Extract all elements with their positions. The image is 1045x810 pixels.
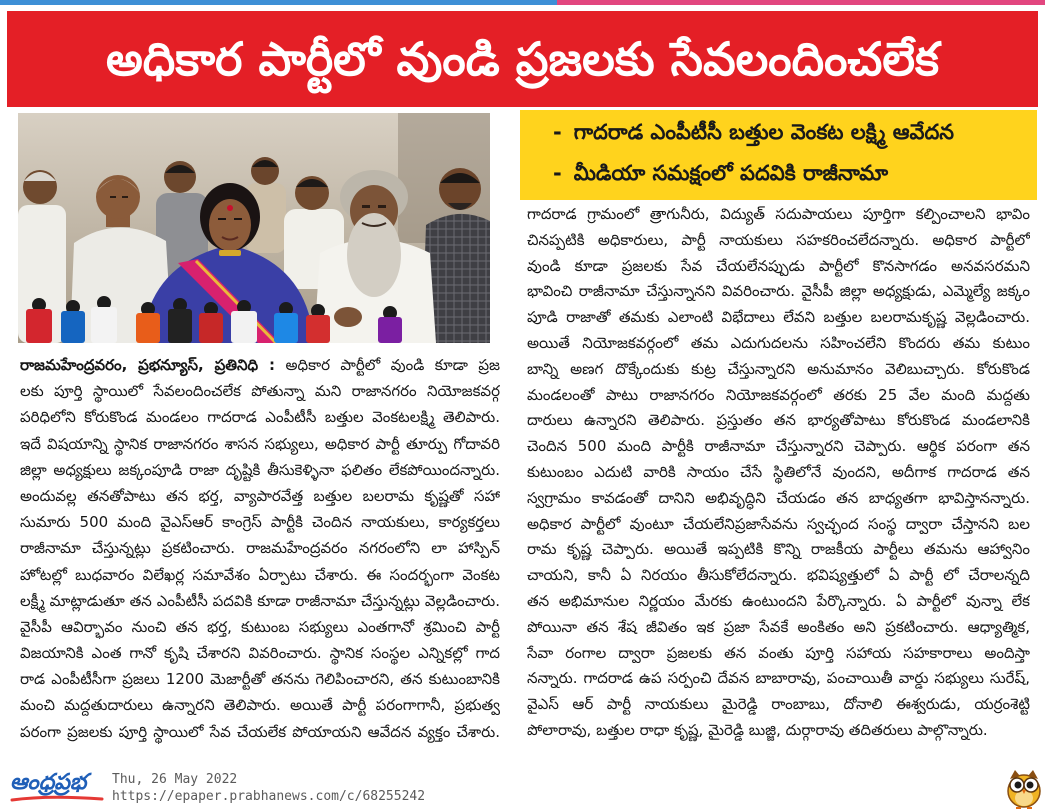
article-line: చాయని, కానీ ఏ నిరయం తీసుకోలేదన్నారు. భవిష్యత్తులో ఏ పార్టీ లో చేరాలన్నది xyxy=(527,566,1030,585)
article-line: పరంగా ప్రజలకు పూర్తి స్థాయిలో సేవ చేయలేక పోయాయని ఆవేదన వ్యక్తం చేశారు. xyxy=(20,722,500,741)
publication-date: Thu, 26 May 2022 xyxy=(112,772,238,787)
article-line: స్వగ్రామం కావడంతో దానిని అభివృద్ధిని చేయడం తన బాధ్యతగా భావిస్తానన్నారు. xyxy=(527,488,1030,507)
article-line: సుమారు 500 మంది వైఎస్ఆర్ కాంగ్రెస్ పార్టీకి చెందిన నాయకులు, కార్యకర్తలు xyxy=(20,513,500,532)
microphone xyxy=(26,309,52,343)
subhead-text: గాదరాడ ఎంపీటీసీ బత్తుల వెంకట లక్ష్మి ఆవేదన xyxy=(573,120,955,144)
microphone xyxy=(306,315,330,343)
owl-icon xyxy=(1006,768,1042,810)
logo-swoosh xyxy=(8,794,106,804)
article-line: చినప్పటికి అధికారులు, పార్టీ నాయకులు సహకరించలేదన్నారు. అధికార పార్టీలో xyxy=(527,230,1030,249)
article-line: దారులు ఉన్నారని తెలిపారు. ప్రస్తుతం తన భార్యతోపాటు కోరుకొండ మండలానికి xyxy=(527,411,1030,430)
microphone xyxy=(231,311,257,343)
article-line: వుండి కూడా ప్రజలకు సేవ చేయలేనప్పుడు పార్టీలో కొనసాగడం అనవసరమని xyxy=(527,256,1030,275)
article-line: పోయినా తన శేష జీవితం ఇక ప్రజా సేవకే అంకితం అని ప్రకటించారు. ఆధ్యాత్మిక, xyxy=(527,617,1030,636)
article-line: లకు పూర్తి స్థాయిలో సేవలందించలేక పోతున్నా మని రాజానగరం నియోజకవర్గ xyxy=(20,382,500,401)
microphone xyxy=(61,311,85,343)
article-line-text: అధికార పార్టీలో వుండి కూడా ప్రజ xyxy=(285,356,500,374)
press-conference-photo xyxy=(18,113,490,343)
article-line: పరిధిలోని కోరుకొండ మండలం గాదరాడ ఎంపీటీసీ బత్తుల వెంకటలక్ష్మి తెలిపారు. xyxy=(20,408,500,427)
subhead-text: మీడియా సమక్షంలో పదవికి రాజీనామా xyxy=(573,161,889,185)
microphone xyxy=(136,313,160,343)
article-line: రామ కృష్ణ చెప్పారు. అయితే ఇప్పటికి కొన్ని రాజకీయ పార్టీలు తమను ఆహ్వానిం xyxy=(527,540,1030,559)
article-line: ఇదే విషయాన్ని స్థానిక రాజానగరం శాసన సభ్యులు, అధికార పార్టీ తూర్పు గోదావరి xyxy=(20,434,500,453)
subhead-bullet: - xyxy=(553,161,562,185)
subhead-item xyxy=(520,112,1037,153)
article-line: లక్ష్మీ మాట్లాడుతూ తన ఎంపీటీసీ పదవికి కూడా రాజీనామా చేస్తున్నట్లు వెల్లడించారు. xyxy=(20,591,500,610)
article-line: విజయానికి ఎంత గానో కృషి చేశారని వివరించారు. స్థానిక సంస్థల ఎన్నికల్లో గాద xyxy=(20,644,500,663)
article-line: చెందిన 500 మంది పార్టీకి రాజీనామా చేస్తున్నారని చెప్పారు. ఆర్థిక పరంగా తన xyxy=(527,437,1030,456)
article-line: నన్నారు. గాదరాడ ఉప సర్పంచి దేవన బాబారావు, పంచాయితీ వార్డు సభ్యులు సురేష్, xyxy=(527,669,1030,688)
top-strip-right-segment xyxy=(557,0,1045,5)
article-line: సేవా రంగాల ద్వారా ప్రజలకు తన వంతు పూర్తి సహాయ సహకారాలు అందిస్తా xyxy=(527,643,1030,662)
article-line: వైసీపీ ఆవిర్భావం నుంచి తన భర్త, కుటుంబ సభ్యులు ఎంతగానో శ్రమించి పార్టీ xyxy=(20,617,500,636)
dateline: రాజమహేంద్రవరం, ప్రభన్యూస్, ప్రతినిధి : xyxy=(20,356,276,374)
clip-url: https://epaper.prabhanews.com/c/68255242 xyxy=(112,789,426,804)
article-line: మండలంతో పాటు రాజానగరం నియోజకవర్గంలో తరకు 25 వేల మంది మద్దతు xyxy=(527,385,1030,404)
top-color-strip xyxy=(0,0,1045,5)
andhra-prabha-logo xyxy=(8,768,106,804)
subheads-box xyxy=(520,110,1037,200)
article-line: గాదరాడ గ్రామంలో త్రాగునీరు, విద్యుత్ సదుపాయలు పూర్తిగా కల్పించాలని భావిం xyxy=(527,205,1030,223)
article-line: భావించి రాజీనామా చేస్తున్నానని వివరించారు. వైసీపీ జిల్లా అధ్యక్షుడు, ఎమ్మెల్యే జక్కం xyxy=(527,282,1030,301)
logo-text: ఆంధ్రప్రభ xyxy=(10,770,87,795)
article-line: పోలారావు, బత్తుల రాధా కృష్ణ, మైరెడ్డి బుజ్జి, దుర్గారావు తదితరులు పాల్గొన్నారు. xyxy=(527,720,988,739)
microphone xyxy=(274,313,298,343)
article-line: కుటుంబం ఎదుటి వారికి సాయం చేసే స్థితిలోనే వుందని, అదీగాక గాదరాడ తన xyxy=(527,462,1030,481)
article-line: అందువల్ల తనతోపాటు తన భర్త, వ్యాపారవేత్త బత్తుల బలరామ కృష్ణతో సహా xyxy=(20,486,500,505)
headline-banner xyxy=(7,11,1038,107)
article-line: రాజీనామా చేస్తున్నట్లు ప్రకటించారు. రాజమహేంద్రవరం నగరంలోని లా హాస్పిన్ xyxy=(20,539,500,558)
photo-image xyxy=(18,113,490,343)
top-strip-left-segment xyxy=(0,0,557,5)
article-line: రాడ ఎంపీటీసీగా ప్రజలు 1200 మెజార్టీతో తనను గెలిపించారని, తన కుటుంబానికి xyxy=(20,670,500,689)
microphone xyxy=(199,313,223,343)
article-line: తన అభిమానుల నిర్ణయం మేరకు ఉంటుందని పేర్కొన్నారు. ఏ పార్టీలో వున్నా లేక xyxy=(527,591,1030,610)
article-line: అయితే నియోజకవర్గంలో తమ ఎదుగుదలను సహించలేని కొందరు తమ కుటుం xyxy=(527,333,1030,352)
article-column-right xyxy=(527,202,1030,744)
subhead-item xyxy=(520,153,1037,194)
article-line: జిల్లా అధ్యక్షులు జక్కంపూడి రాజా దృష్టికి తీసుకెళ్ళినా ఫలితం లేకపోయిందన్నారు. xyxy=(20,460,500,479)
article-line xyxy=(20,352,500,378)
article-line: అధికార పార్టీలో వుంటూ చేయలేనిప్రజాసేవను స్వచ్ఛంద సంస్థ ద్వారా చేస్తానని బల xyxy=(527,514,1030,533)
microphone xyxy=(378,317,402,343)
article-line: వైఎస్ ఆర్ పార్టీ నాయకులు మైరెడ్డి రాంబాబు, దోనాలి ఈశ్వరుడు, యర్రంశెట్టి xyxy=(527,695,1030,714)
subhead-bullet: - xyxy=(553,120,562,144)
microphone xyxy=(91,307,117,343)
article-line: బాన్ని అణగ దొక్కేందుకు కుట్ర చేస్తున్నారని అనుమానం వెలిబుచ్చారు. కోరుకొండ xyxy=(527,359,1030,378)
headline: అధికార పార్టీలో వుండి ప్రజలకు సేవలందించలేక xyxy=(106,32,939,86)
article-line: హోటల్లో బుధవారం విలేఖర్ల సమావేశం ఏర్పాటు చేశారు. ఈ సందర్భంగా వెంకట xyxy=(20,565,500,584)
article-line: మంచి మద్దతుదారులు ఉన్నారని తెలిపారు. అయితే పార్టీ పరంగాగానీ, ప్రభుత్వ xyxy=(20,696,500,715)
microphone xyxy=(168,309,192,343)
article-line: పూడి రాజాతో తమకు ఎలాంటి విభేదాలు లేవని బత్తుల బలరామకృష్ణ వెల్లడించారు. xyxy=(527,308,1030,327)
article-column-left xyxy=(20,352,500,746)
